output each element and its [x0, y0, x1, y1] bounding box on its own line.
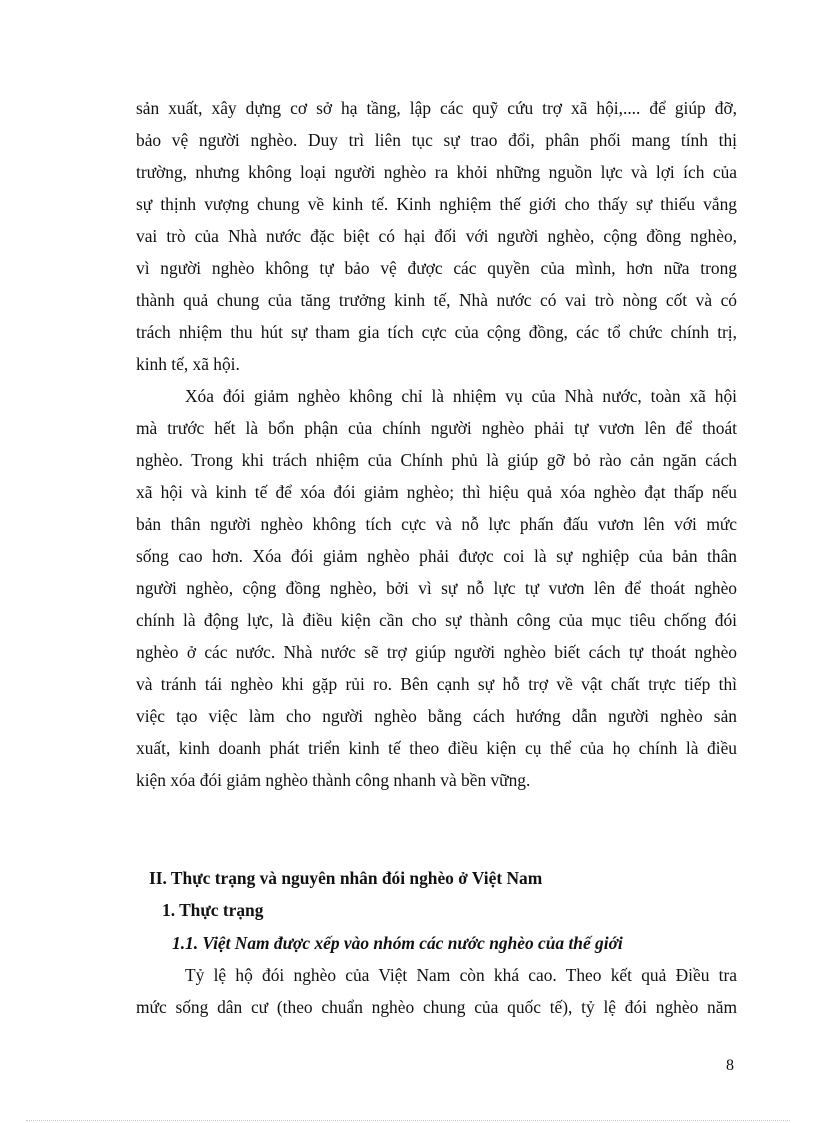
text-line: và tránh tái nghèo khi gặp rủi ro. Bên cạnh sự hỗ trợ về vật chất trực tiếp thì	[136, 674, 737, 694]
text-line: vì người nghèo không tự bảo vệ được các quyền của mình, hơn nữa trong	[136, 258, 737, 278]
text-line: vai trò của Nhà nước đặc biệt có hại đối với người nghèo, cộng đồng nghèo,	[136, 226, 737, 246]
text-line: xuất, kinh doanh phát triển kinh tế theo điều kiện cụ thể của họ chính là điều	[136, 738, 737, 758]
text-line: kiện xóa đói giảm nghèo thành công nhanh và bền vững.	[136, 770, 531, 790]
text-line: người nghèo, cộng đồng nghèo, bởi vì sự nỗ lực tự vươn lên để thoát nghèo	[136, 578, 737, 598]
text-line: trách nhiệm thu hút sự tham gia tích cực của cộng đồng, các tổ chức chính trị,	[136, 322, 737, 342]
text-line: sống cao hơn. Xóa đói giảm nghèo phải được coi là sự nghiệp của bản thân	[136, 546, 737, 566]
section-heading: II. Thực trạng và nguyên nhân đói nghèo ở Việt Nam	[149, 868, 543, 888]
page-number: 8	[726, 1057, 734, 1074]
page-bottom-divider	[26, 1120, 790, 1121]
text-line: nghèo. Trong khi trách nhiệm của Chính phủ là giúp gỡ bỏ rào cản ngăn cách	[136, 450, 737, 470]
text-line: chính là động lực, là điều kiện cần cho sự thành công của mục tiêu chống đói	[136, 610, 737, 630]
text-line: sản xuất, xây dựng cơ sở hạ tầng, lập các quỹ cứu trợ xã hội,.... để giúp đỡ,	[136, 98, 737, 118]
text-line: bảo vệ người nghèo. Duy trì liên tục sự trao đổi, phân phối mang tính thị	[136, 130, 737, 150]
text-line: Xóa đói giảm nghèo không chỉ là nhiệm vụ của Nhà nước, toàn xã hội	[185, 386, 737, 406]
text-line: xã hội và kinh tế để xóa đói giảm nghèo; thì hiệu quả xóa nghèo đạt thấp nếu	[136, 482, 737, 502]
text-line: kinh tế, xã hội.	[136, 354, 240, 374]
subsubsection-heading: 1.1. Việt Nam được xếp vào nhóm các nước nghèo của thế giới	[172, 933, 623, 953]
text-line: sự thịnh vượng chung về kinh tế. Kinh nghiệm thế giới cho thấy sự thiếu vắng	[136, 194, 737, 214]
text-line: mức sống dân cư (theo chuẩn nghèo chung của quốc tế), tỷ lệ đói nghèo năm	[136, 997, 737, 1017]
subsection-heading: 1. Thực trạng	[162, 900, 264, 920]
text-line: bản thân người nghèo không tích cực và nỗ lực phấn đấu vươn lên với mức	[136, 514, 737, 534]
text-line: việc tạo việc làm cho người nghèo bằng cách hướng dẫn người nghèo sản	[136, 706, 737, 726]
text-line: trường, nhưng không loại người nghèo ra khỏi những nguồn lực và lợi ích của	[136, 162, 737, 182]
text-line: Tỷ lệ hộ đói nghèo của Việt Nam còn khá cao. Theo kết quả Điều tra	[185, 965, 737, 985]
text-line: thành quả chung của tăng trưởng kinh tế, Nhà nước có vai trò nòng cốt và có	[136, 290, 737, 310]
text-line: mà trước hết là bổn phận của chính người nghèo phải tự vươn lên để thoát	[136, 418, 737, 438]
text-line: nghèo ở các nước. Nhà nước sẽ trợ giúp người nghèo biết cách tự thoát nghèo	[136, 642, 737, 662]
